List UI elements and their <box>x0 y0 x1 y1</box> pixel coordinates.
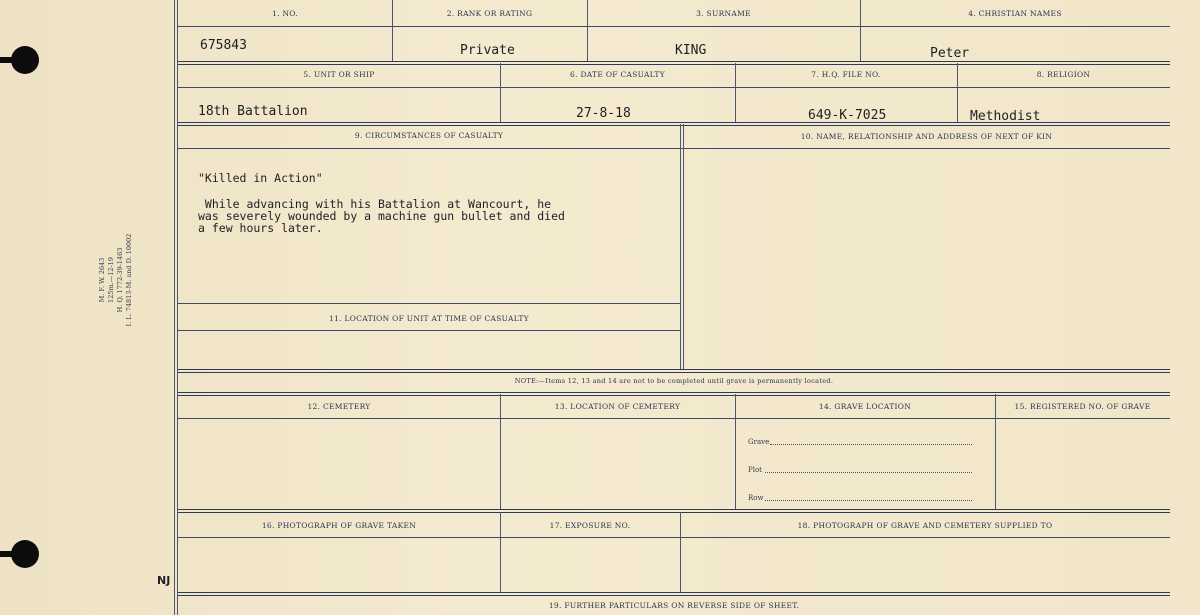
value-religion: Methodist <box>970 109 1041 124</box>
label-unit: 5. UNIT OR SHIP <box>303 70 375 79</box>
label-surname: 3. SURNAME <box>696 9 751 18</box>
label-photo-supplied: 18. PHOTOGRAPH OF GRAVE AND CEMETERY SUPPLIED TO <box>797 521 1053 530</box>
label-grave-location: 14. GRAVE LOCATION <box>818 402 912 411</box>
initials: NJ <box>157 574 171 587</box>
label-circumstances: 9. CIRCUMSTANCES OF CASUALTY <box>354 131 504 140</box>
value-christian-names: Peter <box>930 46 970 61</box>
label-religion: 8. RELIGION <box>1036 70 1091 79</box>
row-field-label: Row <box>748 494 764 502</box>
label-no: 1. NO. <box>272 9 298 18</box>
value-date: 27-8-18 <box>576 106 631 121</box>
form-code-line: H. Q. 1772-39-1463 <box>116 247 124 313</box>
grave-field-label: Grave <box>748 438 770 446</box>
form-code-line: M. F. W. 2643 <box>98 257 106 303</box>
value-file-no: 649-K-7025 <box>808 108 887 123</box>
punch-hole <box>11 46 39 74</box>
circumstances-text: While advancing with his Battalion at Wancourt, he was severely wounded by a machine gun bullet and died a few hours later. <box>198 197 565 235</box>
plot-field-label: Plot <box>748 466 762 474</box>
label-date: 6. DATE OF CASUALTY <box>570 70 665 79</box>
label-photo-taken: 16. PHOTOGRAPH OF GRAVE TAKEN <box>261 521 417 530</box>
label-registered-no: 15. REGISTERED NO. OF GRAVE <box>1014 402 1151 411</box>
label-location-cemetery: 13. LOCATION OF CEMETERY <box>554 402 681 411</box>
label-next-of-kin: 10. NAME, RELATIONSHIP AND ADDRESS OF NEXT OF KIN <box>800 132 1053 141</box>
label-further: 19. FURTHER PARTICULARS ON REVERSE SIDE OF SHEET. <box>548 601 800 610</box>
form-code-line: I. L. 74813-M. and D. 10002 <box>125 233 133 327</box>
note: NOTE:—Items 12, 13 and 14 are not to be completed until grave is permanently located. <box>514 377 834 385</box>
label-file-no: 7. H.Q. FILE NO. <box>811 70 881 79</box>
circumstances-heading: "Killed in Action" <box>198 171 323 185</box>
label-rank: 2. RANK OR RATING <box>446 9 533 18</box>
label-christian-names: 4. CHRISTIAN NAMES <box>968 9 1062 18</box>
label-cemetery: 12. CEMETERY <box>307 402 371 411</box>
label-location-unit: 11. LOCATION OF UNIT AT TIME OF CASUALTY <box>329 314 529 323</box>
value-surname: KING <box>675 43 707 58</box>
label-exposure: 17. EXPOSURE NO. <box>549 521 631 530</box>
value-rank: Private <box>460 43 515 58</box>
punch-hole <box>11 540 39 568</box>
form-code-line: 125m.—12-19 <box>107 257 115 303</box>
value-unit: 18th Battalion <box>198 104 308 119</box>
value-no: 675843 <box>200 38 247 53</box>
form-code <box>98 230 134 330</box>
